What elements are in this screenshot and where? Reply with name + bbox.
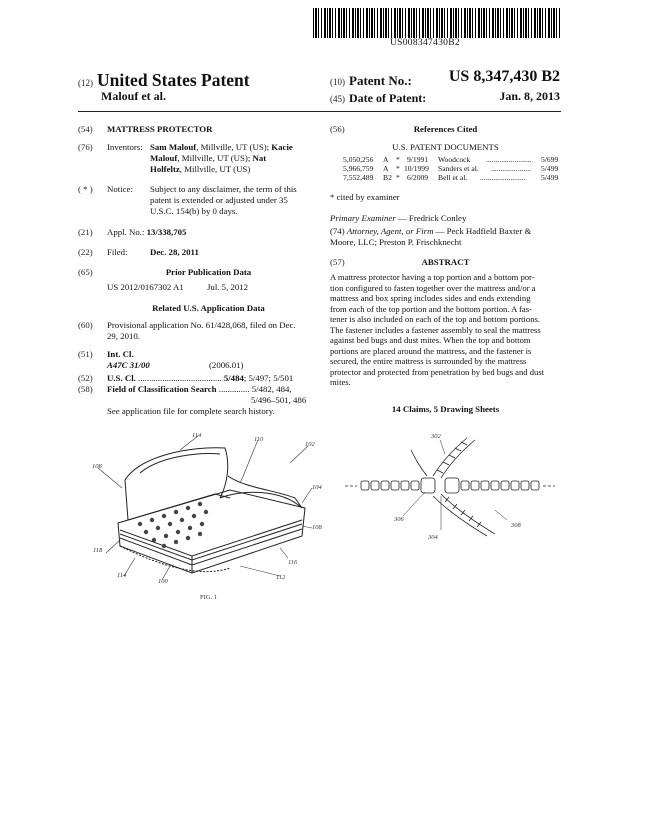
abstract-line: A mattress protector having a top portion and a bottom por- — [330, 272, 535, 282]
ref-label: 114 — [117, 572, 127, 579]
reference-row — [343, 164, 563, 173]
abstract-line: mattress and box spring includes sides and ends extending — [330, 293, 531, 303]
us-cl-dots: ...................................... — [138, 373, 222, 383]
patent-number: US 8,347,430 B2 — [448, 68, 560, 85]
code-60: (60) — [78, 320, 93, 330]
code-56: (56) — [330, 124, 345, 134]
abstract-line: from each of the top portion and the bottom portion. A fas- — [330, 303, 532, 314]
patent-date: Jan. 8, 2013 — [499, 89, 560, 103]
patent-no-label: Patent No.: — [349, 73, 412, 88]
int-cl-year: (2006.01) — [209, 360, 244, 370]
ref-star: * — [396, 155, 400, 164]
code-51: (51) — [78, 349, 93, 359]
ref-star: * — [396, 173, 400, 183]
related-heading: Related U.S. Application Data — [152, 303, 265, 313]
references-list — [343, 155, 563, 183]
barcode — [313, 8, 560, 38]
appl-no-label: Appl. No.: — [107, 227, 145, 237]
figure-1-caption: FIG. 1 — [200, 594, 217, 601]
ref-kind: A — [383, 155, 389, 164]
inventors — [150, 142, 315, 175]
field-search-line-2: 5/496–501, 486 — [251, 395, 307, 405]
inventor-short: Malouf et al. — [101, 89, 166, 103]
ref-label: 100 — [158, 578, 168, 585]
ref-label: 114 — [192, 432, 202, 439]
field-search-line-3: See application file for complete search history. — [107, 406, 275, 416]
code-12: (12) — [78, 78, 93, 88]
ref-date: 6/2009 — [407, 173, 429, 183]
attorney-block — [330, 226, 561, 248]
ref-label: 108 — [92, 463, 102, 470]
us-cl-line — [107, 373, 293, 384]
abstract-line: tion configured to fasten together over the mattress and/or a — [330, 282, 536, 293]
inventor-1: Sam Malouf — [150, 142, 197, 152]
provisional-line-1: Provisional application No. 61/428,068, filed on Dec. — [107, 320, 296, 330]
ref-class: 5/499 — [541, 173, 559, 183]
inventor-2-loc: , Millville, UT (US); — [177, 153, 253, 163]
ref-class: 5/699 — [541, 155, 559, 164]
notice-line-1: Subject to any disclaimer, the term of this — [150, 184, 297, 194]
code-57: (57) — [330, 257, 345, 267]
abstract-line: tener is also included on each of the top and bottom portions. — [330, 314, 541, 324]
code-22: (22) — [78, 247, 93, 257]
field-search-line-1: 5/482, 484, — [251, 384, 292, 394]
ref-label: 302 — [431, 433, 441, 440]
abstract-line: mites. — [330, 377, 351, 387]
prior-pub-date: Jul. 5, 2012 — [207, 282, 249, 292]
inventor-2-last: Malouf — [150, 153, 178, 163]
notice-line-2: patent is extended or adjusted under 35 — [150, 195, 288, 205]
date-line — [330, 89, 426, 107]
ref-name: Woodcock — [438, 155, 471, 164]
ref-dots: ........................ — [486, 155, 532, 164]
code-65: (65) — [78, 267, 93, 277]
primary-examiner — [330, 213, 466, 224]
ref-kind: B2 — [383, 173, 392, 183]
patent-type: United States Patent — [97, 70, 250, 90]
notice-text — [150, 184, 310, 217]
patent-type-line — [78, 70, 250, 91]
examiner-label: Primary Examiner — [330, 213, 396, 223]
appl-no: 13/338,705 — [146, 227, 187, 237]
reference-row — [343, 155, 563, 164]
code-76: (76) — [78, 142, 93, 152]
appl-no-line — [107, 227, 186, 238]
ref-number: 7,552,489 — [343, 173, 374, 183]
attorney-line-1: — Peck Hadfield Baxter & — [433, 226, 532, 236]
filed-label: Filed: — [107, 247, 128, 257]
figure-1-drawing — [80, 428, 340, 618]
us-cl-main: 5/484 — [223, 373, 244, 383]
code-notice: ( * ) — [78, 184, 93, 194]
prior-pub-number: US 2012/0167302 A1 — [107, 282, 184, 292]
abstract-line: secured, the entire mattress is surrounded by the mattress — [330, 356, 527, 366]
ref-name: Sanders et al. — [438, 164, 479, 174]
ref-star: * — [396, 164, 400, 174]
header-rule — [78, 111, 561, 112]
code-45: (45) — [330, 94, 345, 104]
ref-label: 304 — [428, 534, 438, 541]
prior-pub-heading: Prior Publication Data — [165, 267, 252, 277]
abstract-line: The fastener includes a fastener assembly to seal the mattress — [330, 324, 541, 335]
int-cl-label: Int. Cl. — [107, 349, 134, 359]
abstract-line: against bed bugs and dust mites. When the top and bottom — [330, 335, 531, 345]
examiner-name: — Fredrick Conley — [395, 213, 467, 223]
ref-number: 5,966,759 — [343, 164, 374, 174]
ref-dots: ........................ — [480, 173, 526, 183]
ref-label: 102 — [305, 441, 315, 448]
field-search-line — [107, 384, 292, 395]
claims-sheets: 14 Claims, 5 Drawing Sheets — [391, 404, 500, 414]
ref-number: 5,050,256 — [343, 155, 374, 164]
abstract-heading: ABSTRACT — [421, 257, 470, 267]
patent-number-line — [330, 72, 412, 90]
field-search-dots: .............. — [218, 384, 250, 394]
notice-label: Notice: — [107, 184, 133, 194]
references-heading: References Cited — [413, 124, 478, 134]
code-21: (21) — [78, 227, 93, 237]
invention-title: MATTRESS PROTECTOR — [107, 124, 213, 134]
int-cl-code: A47C 31/00 — [107, 360, 150, 370]
code-10: (10) — [330, 77, 345, 87]
inventor-3-first: Nat — [252, 153, 267, 163]
cited-by-examiner: * cited by examiner — [330, 192, 400, 202]
abstract-line: portions are placed around the mattress, and the fastener is — [330, 345, 532, 356]
ref-label: 308 — [511, 522, 521, 529]
code-58: (58) — [78, 384, 93, 394]
us-cl-rest: ; 5/497; 5/501 — [243, 373, 294, 383]
ref-label: 108 — [312, 524, 322, 531]
figure-2-zipper-drawing — [345, 430, 555, 540]
ref-date: 9/1991 — [407, 155, 429, 164]
inventors-label: Inventors: — [107, 142, 143, 152]
code-54: (54) — [78, 124, 93, 134]
ref-date: 10/1999 — [404, 164, 429, 174]
abstract-line: protector and protected from penetration by bed bugs and dust — [330, 366, 545, 377]
inventor-2-first: Kacie — [271, 142, 293, 152]
notice-line-3: U.S.C. 154(b) by 0 days. — [150, 206, 238, 216]
filed-date: Dec. 28, 2011 — [150, 247, 199, 257]
inventor-1-loc: , Millville, UT (US); — [196, 142, 272, 152]
code-52: (52) — [78, 373, 93, 383]
attorney-label: Attorney, Agent, or Firm — [346, 226, 434, 236]
ref-label: 110 — [254, 436, 264, 443]
ref-class: 5/499 — [541, 164, 559, 174]
ref-label: 112 — [276, 574, 286, 581]
ref-dots: ..................... — [491, 164, 531, 174]
ref-name: Bell et al. — [438, 173, 468, 183]
field-search-label: Field of Classification Search — [107, 384, 217, 394]
us-docs-heading: U.S. PATENT DOCUMENTS — [392, 142, 499, 152]
ref-label: 104 — [312, 484, 322, 491]
code-74: (74) — [330, 226, 345, 236]
provisional-text — [107, 320, 313, 342]
inventor-3-loc: , Millville, UT (US) — [179, 164, 251, 174]
us-cl-label: U.S. Cl. — [107, 373, 136, 383]
ref-kind: A — [383, 164, 389, 174]
inventor-3-last: Holfeltz — [150, 164, 180, 174]
publication-number: US008347430B2 — [390, 38, 460, 48]
ref-label: 116 — [288, 559, 298, 566]
attorney-line-2: Moore, LLC; Preston P. Frischknecht — [330, 237, 462, 247]
date-label: Date of Patent: — [349, 91, 427, 105]
ref-label: 118 — [93, 547, 103, 554]
abstract-text — [330, 272, 561, 388]
reference-row — [343, 173, 563, 182]
provisional-line-2: 29, 2010. — [107, 331, 140, 341]
ref-label: 306 — [394, 516, 404, 523]
